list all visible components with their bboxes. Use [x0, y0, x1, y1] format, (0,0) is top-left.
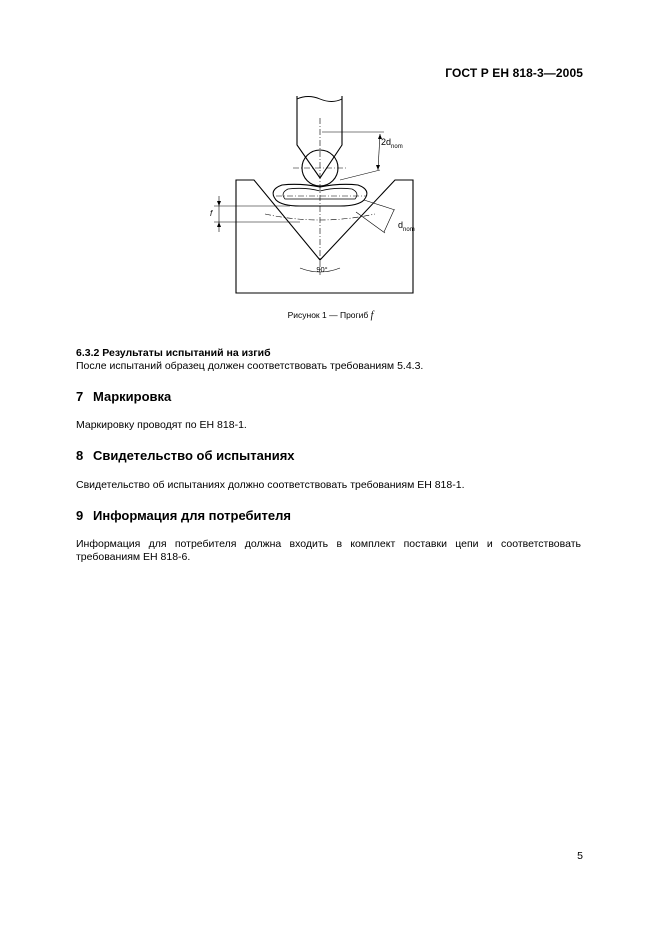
section-body-7: Маркировку проводят по ЕН 818-1.	[76, 419, 247, 431]
section-title: Информация для потребителя	[93, 508, 291, 523]
section-body-8: Свидетельство об испытаниях должно соответствовать требованиям ЕН 818-1.	[76, 479, 465, 491]
label-d-nom: $d_{nom}$	[398, 220, 415, 233]
label-2d-nom: $2d_{nom}$	[381, 137, 403, 150]
label-f: f	[210, 209, 213, 218]
label-angle: 90°	[316, 265, 328, 274]
document-code: ГОСТ Р ЕН 818-3—2005	[445, 66, 583, 80]
section-title: Свидетельство об испытаниях	[93, 448, 295, 463]
punch-break-line	[297, 97, 342, 102]
dim-2d-line	[378, 134, 380, 170]
bend-test-figure	[200, 92, 440, 302]
caption-text: Рисунок 1 — Прогиб	[287, 310, 369, 320]
section-number: 7	[76, 389, 84, 404]
punch-body	[297, 96, 342, 178]
caption-symbol: f	[370, 310, 374, 321]
dim-d-line	[384, 210, 394, 232]
section-number: 8	[76, 448, 84, 463]
section-body-9: Информация для потребителя должна входить в комплект поставки цепи и соответствовать требованиям ЕН 818-6.	[76, 538, 581, 563]
section-heading-7	[76, 389, 171, 404]
subsection-body-6-3-2: После испытаний образец должен соответствовать требованиям 5.4.3.	[76, 360, 424, 372]
page-number: 5	[577, 850, 583, 862]
section-number: 9	[76, 508, 84, 523]
section-heading-8	[76, 448, 295, 463]
section-heading-9	[76, 508, 291, 523]
figure-caption	[0, 310, 661, 321]
subsection-heading-6-3-2: 6.3.2 Результаты испытаний на изгиб	[76, 347, 271, 359]
die-block	[236, 180, 413, 293]
section-title: Маркировка	[93, 389, 172, 404]
